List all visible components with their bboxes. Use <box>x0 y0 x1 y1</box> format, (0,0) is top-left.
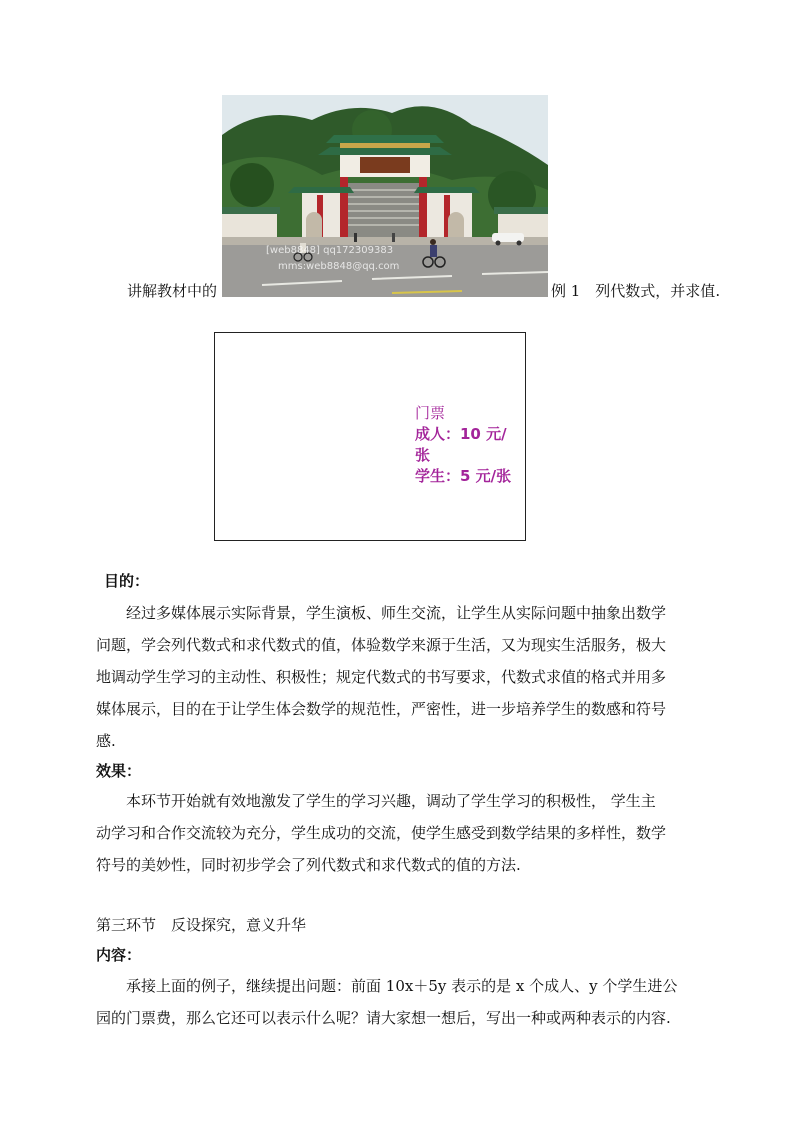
section-three-title: 第三环节 反设探究，意义升华 <box>96 916 307 934</box>
ticket-frame <box>214 332 526 541</box>
effect-label: 效果： <box>96 762 142 780</box>
effect-line: 动学习和合作交流较为充分，学生成功的交流，使学生感受到数学结果的多样性，数学 <box>96 824 667 842</box>
purpose-line: 经过多媒体展示实际背景，学生演板、师生交流，让学生从实际问题中抽象出数学 <box>126 604 667 622</box>
intro-lead-text: 讲解教材中的 <box>127 282 218 300</box>
effect-paragraph <box>96 785 716 881</box>
ticket-price-text <box>415 403 525 485</box>
purpose-line: 媒体展示，目的在于让学生体会数学的规范性，严密性，进一步培养学生的数感和符号 <box>96 700 667 718</box>
ticket-title: 门票 <box>415 404 446 422</box>
purpose-line: 感. <box>96 732 116 750</box>
content-line: 园的门票费，那么它还可以表示什么呢？请大家想一想后，写出一种或两种表示的内容. <box>96 1009 671 1027</box>
ticket-adult-price: 成人：10 元/ <box>415 425 507 443</box>
purpose-label: 目的： <box>104 572 150 590</box>
ticket-adult-unit: 张 <box>415 446 431 464</box>
example-heading: 例 1 列代数式，并求值. <box>551 282 721 300</box>
effect-line: 符号的美妙性，同时初步学会了列代数式和求代数式的值的方法. <box>96 856 521 874</box>
park-gate-photo <box>222 95 548 297</box>
content-label: 内容： <box>96 946 142 964</box>
effect-line: 本环节开始就有效地激发了学生的学习兴趣，调动了学生学习的积极性， 学生主 <box>126 792 656 810</box>
purpose-line: 问题，学会列代数式和求代数式的值，体验数学来源于生活，又为现实生活服务，极大 <box>96 636 667 654</box>
ticket-student-price: 学生：5 元/张 <box>415 467 512 485</box>
purpose-line: 地调动学生学习的主动性、积极性；规定代数式的书写要求，代数式求值的格式并用多 <box>96 668 667 686</box>
content-paragraph <box>96 970 716 1034</box>
purpose-paragraph <box>96 597 716 757</box>
watermark-text: [web8848] qq172309383 <box>266 245 394 256</box>
content-line: 承接上面的例子，继续提出问题：前面 10x＋5y 表示的是 x 个成人、y 个学生进公 <box>126 977 678 995</box>
watermark-text: mms:web8848@qq.com <box>278 261 400 272</box>
